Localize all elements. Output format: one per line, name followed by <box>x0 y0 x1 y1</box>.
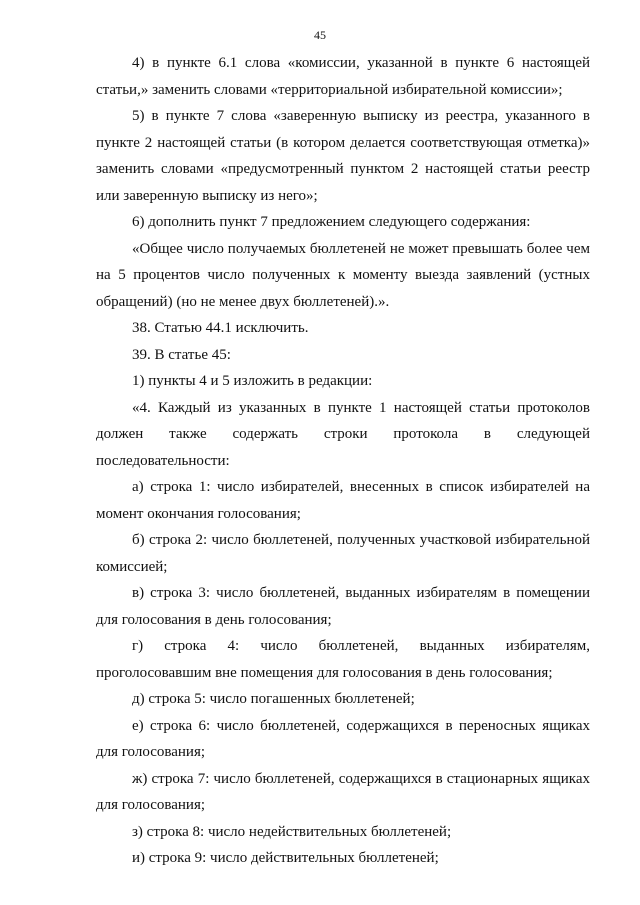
document-body <box>96 50 590 872</box>
protocol-line-4: г) строка 4: число бюллетеней, выданных избирателям, проголосовавшим вне помещения для голосования в день голосования; <box>96 638 590 681</box>
paragraph-article-38: 38. Статью 44.1 исключить. <box>132 320 309 336</box>
page-number: 45 <box>314 28 326 42</box>
paragraph-article-39: 39. В статье 45: <box>132 346 231 363</box>
protocol-line-5: д) строка 5: число погашенных бюллетеней; <box>132 691 415 707</box>
protocol-line-1: а) строка 1: число избирателей, внесенных в список избирателей на момент окончания голосования; <box>96 479 590 522</box>
paragraph-item-6: 6) дополнить пункт 7 предложением следующего содержания: <box>132 214 531 230</box>
protocol-line-9: и) строка 9: число действительных бюллетеней; <box>132 850 439 866</box>
paragraph-clause-4: «4. Каждый из указанных в пункте 1 настоящей статьи протоколов должен также содержать строки протокола в следующей последовательности: <box>96 399 590 469</box>
paragraph-item-5: 5) в пункте 7 слова «заверенную выписку из реестра, указанного в пункте 2 настоящей статьи (в котором делается соответствующая отметка)» заменить словами «предусмотренный пунктом 2 настоящей статьи реестр или заверенную выписку из него»; <box>96 108 590 204</box>
paragraph-item-1: 1) пункты 4 и 5 изложить в редакции: <box>132 373 373 389</box>
protocol-line-6: е) строка 6: число бюллетеней, содержащихся в переносных ящиках для голосования; <box>96 717 590 760</box>
paragraph-quote-ballots: «Общее число получаемых бюллетеней не может превышать более чем на 5 процентов число полученных к моменту выезда заявлений (устных обращений) (но не менее двух бюллетеней).». <box>96 240 590 310</box>
protocol-line-3: в) строка 3: число бюллетеней, выданных избирателям в помещении для голосования в день голосования; <box>96 585 590 628</box>
paragraph-item-4: 4) в пункте 6.1 слова «комиссии, указанной в пункте 6 настоящей статьи,» заменить словами «территориальной избирательной комиссии»; <box>96 55 590 98</box>
protocol-line-8: з) строка 8: число недействительных бюллетеней; <box>132 823 452 840</box>
protocol-line-2: б) строка 2: число бюллетеней, полученных участковой избирательной комиссией; <box>96 532 590 575</box>
protocol-line-7: ж) строка 7: число бюллетеней, содержащихся в стационарных ящиках для голосования; <box>96 770 590 813</box>
